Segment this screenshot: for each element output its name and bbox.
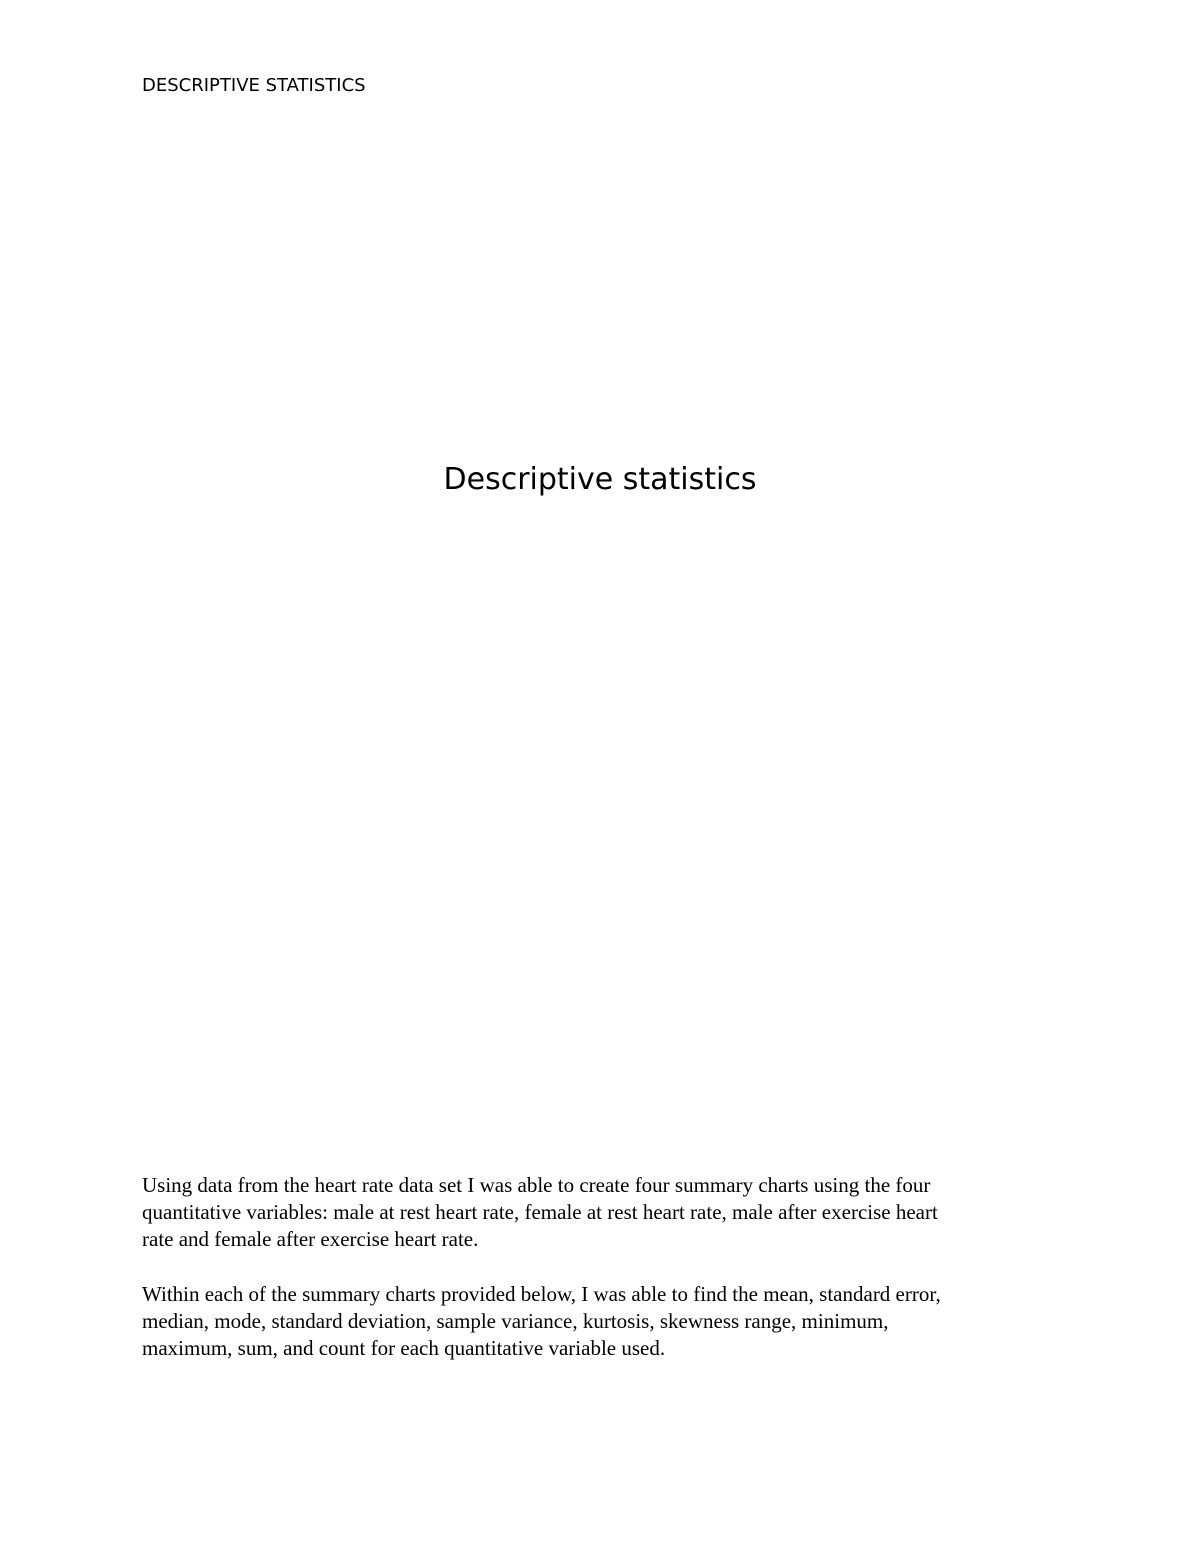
intro-paragraph	[142, 1172, 1062, 1253]
paragraph-line: quantitative variables: male at rest heart rate, female at rest heart rate, male after exercise heart	[142, 1200, 938, 1224]
paragraph-line: rate and female after exercise heart rate.	[142, 1227, 479, 1251]
page-title: Descriptive statistics	[443, 462, 757, 497]
paragraph-line: median, mode, standard deviation, sample variance, kurtosis, skewness range, minimum,	[142, 1309, 889, 1333]
paragraph-line: Within each of the summary charts provided below, I was able to find the mean, standard error,	[142, 1282, 941, 1306]
running-head: DESCRIPTIVE STATISTICS	[142, 75, 366, 96]
paragraph-line: maximum, sum, and count for each quantitative variable used.	[142, 1336, 666, 1360]
paragraph-line: Using data from the heart rate data set I was able to create four summary charts using the four	[142, 1173, 931, 1197]
summary-paragraph	[142, 1281, 1062, 1362]
